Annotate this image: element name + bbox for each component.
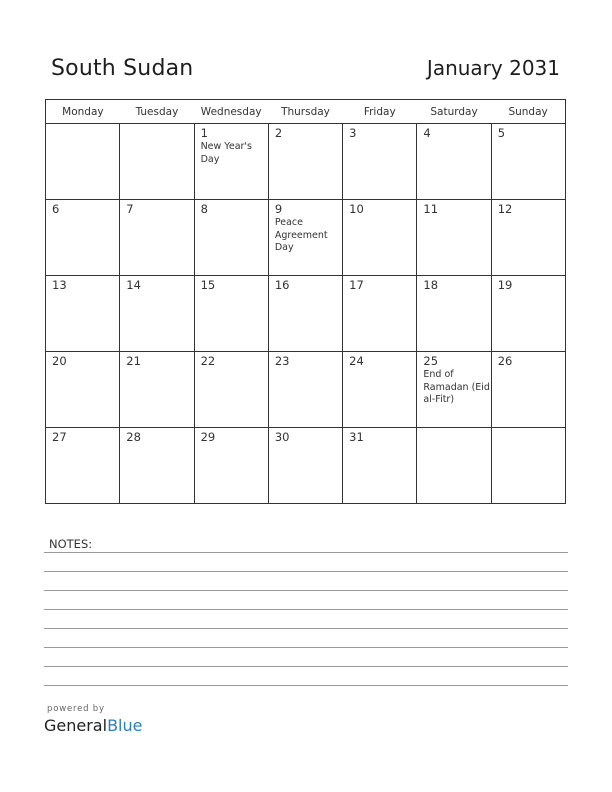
day-cell[interactable]	[46, 124, 120, 200]
day-cell[interactable]	[417, 428, 491, 504]
brand-logo[interactable]	[44, 716, 142, 735]
week-row	[46, 276, 566, 352]
weekday-header: Saturday	[417, 100, 491, 124]
day-number: 5	[497, 126, 506, 140]
day-cell[interactable]	[120, 352, 194, 428]
country-title: South Sudan	[51, 56, 194, 81]
notes-line	[44, 666, 568, 667]
day-number: 17	[349, 278, 364, 292]
calendar-grid	[45, 99, 566, 504]
holiday-label: End of Ramadan (Eid al-Fitr)	[423, 369, 490, 405]
day-number: 8	[200, 202, 208, 216]
day-number: 28	[126, 430, 141, 444]
week-row	[46, 124, 566, 200]
day-number: 1	[200, 126, 208, 140]
day-cell[interactable]	[46, 276, 120, 352]
day-cell[interactable]	[491, 200, 565, 276]
day-cell[interactable]	[194, 352, 268, 428]
week-row	[46, 428, 566, 504]
day-number: 12	[497, 202, 513, 216]
day-number: 23	[274, 354, 290, 368]
day-cell[interactable]	[268, 276, 342, 352]
day-cell[interactable]	[46, 352, 120, 428]
weekday-header: Sunday	[491, 100, 565, 124]
day-cell[interactable]	[194, 200, 268, 276]
day-cell[interactable]	[417, 124, 491, 200]
holiday-label: New Year's Day	[200, 141, 252, 165]
week-row	[46, 200, 566, 276]
day-cell[interactable]	[417, 200, 491, 276]
brand-blue: Blue	[107, 716, 143, 735]
day-cell[interactable]	[268, 352, 342, 428]
day-number: 7	[126, 202, 134, 216]
day-cell[interactable]	[194, 124, 268, 200]
day-cell[interactable]	[268, 200, 342, 276]
day-cell[interactable]	[120, 428, 194, 504]
day-number: 25	[423, 354, 439, 368]
day-number: 11	[423, 202, 439, 216]
day-number: 26	[497, 354, 513, 368]
brand-general: General	[44, 716, 108, 735]
weekday-header-row	[46, 100, 566, 124]
day-number: 9	[274, 202, 283, 216]
weekday-header: Monday	[46, 100, 120, 124]
powered-by-text: powered by	[47, 704, 105, 714]
notes-line	[44, 647, 568, 648]
day-cell[interactable]	[491, 124, 565, 200]
notes-line	[44, 590, 568, 591]
notes-line	[44, 552, 568, 553]
weekday-header: Wednesday	[194, 100, 268, 124]
day-number: 16	[274, 278, 290, 292]
day-cell[interactable]	[268, 428, 342, 504]
day-cell[interactable]	[491, 352, 565, 428]
day-number: 21	[126, 354, 141, 368]
day-number: 6	[52, 202, 60, 216]
day-number: 15	[200, 278, 216, 292]
day-number: 4	[423, 126, 431, 140]
day-number: 22	[200, 354, 216, 368]
day-cell[interactable]	[194, 428, 268, 504]
day-cell[interactable]	[343, 200, 417, 276]
day-cell[interactable]	[343, 276, 417, 352]
day-number: 13	[52, 278, 67, 292]
day-cell[interactable]	[120, 124, 194, 200]
day-cell[interactable]	[491, 428, 565, 504]
day-number: 31	[349, 430, 364, 444]
day-number: 29	[200, 430, 216, 444]
day-number: 24	[349, 354, 364, 368]
day-number: 18	[423, 278, 439, 292]
day-cell[interactable]	[194, 276, 268, 352]
day-number: 14	[126, 278, 141, 292]
day-number: 10	[349, 202, 364, 216]
day-number: 20	[52, 354, 67, 368]
week-row	[46, 352, 566, 428]
day-cell[interactable]	[343, 428, 417, 504]
day-cell[interactable]	[268, 124, 342, 200]
day-number: 19	[497, 278, 513, 292]
day-cell[interactable]	[120, 200, 194, 276]
weekday-header: Friday	[343, 100, 417, 124]
day-cell[interactable]	[343, 124, 417, 200]
day-cell[interactable]	[491, 276, 565, 352]
day-cell[interactable]	[417, 276, 491, 352]
weekday-header: Thursday	[268, 100, 342, 124]
day-number: 27	[52, 430, 67, 444]
day-number: 2	[274, 126, 283, 140]
notes-label: NOTES:	[49, 537, 93, 551]
day-cell[interactable]	[343, 352, 417, 428]
month-year-title: January 2031	[426, 56, 560, 80]
notes-line	[44, 609, 568, 610]
day-cell[interactable]	[46, 200, 120, 276]
notes-line	[44, 628, 568, 629]
day-number: 3	[349, 126, 357, 140]
day-cell[interactable]	[120, 276, 194, 352]
day-number: 30	[274, 430, 290, 444]
weekday-header: Tuesday	[120, 100, 194, 124]
notes-line	[44, 685, 568, 686]
day-cell[interactable]	[417, 352, 491, 428]
notes-line	[44, 571, 568, 572]
holiday-label: Peace Agreement Day	[274, 217, 328, 253]
day-cell[interactable]	[46, 428, 120, 504]
